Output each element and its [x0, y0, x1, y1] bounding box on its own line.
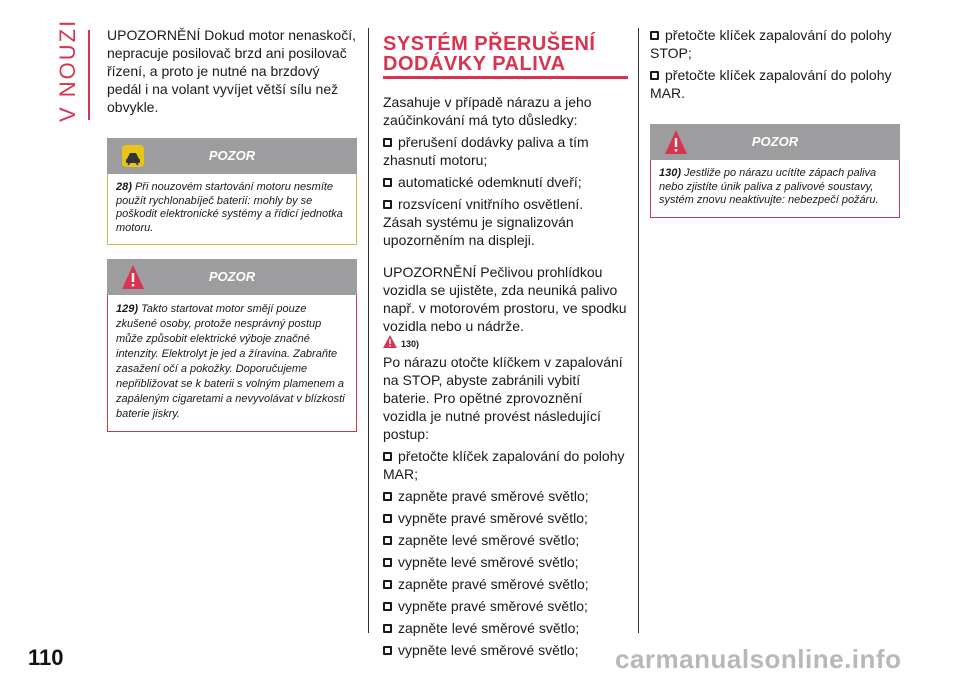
column-middle [383, 26, 628, 659]
bullet-icon [383, 602, 392, 611]
column-divider [638, 28, 639, 633]
warning-header [107, 259, 357, 295]
step-text: zapněte pravé směrové světlo; [398, 488, 589, 504]
bullet-icon [650, 71, 659, 80]
bullet-icon [383, 646, 392, 655]
list-item [383, 597, 628, 615]
step-text: vypněte levé směrové světlo; [398, 554, 579, 570]
step-text: vypněte pravé směrové světlo; [398, 598, 588, 614]
list-item: přetočte klíček zapalování do polohy STOP; [650, 27, 892, 61]
list-item: přerušení dodávky paliva a tím zhasnutí motoru; [383, 134, 589, 168]
list-item: rozsvícení vnitřního osvětlení. [383, 195, 628, 213]
list-item [383, 509, 628, 527]
bullet-icon [383, 580, 392, 589]
list-item [383, 641, 628, 659]
bullet-icon [383, 558, 392, 567]
bullet-icon [383, 492, 392, 501]
page-number: 110 [28, 645, 64, 670]
watermark: carmanualsonline.info [615, 644, 902, 674]
list-item: automatické odemknutí dveří; [383, 173, 628, 191]
warning-text: Jestliže po nárazu ucítíte zápach paliva nebo zjistíte únik paliva z palivové soustavy, systém znovu neaktivujte: nebezpečí požáru. [659, 167, 879, 206]
heading-line-1: SYSTÉM PŘERUŠENÍ [383, 33, 596, 55]
warning-title: POZOR [208, 148, 256, 163]
list-item [383, 531, 628, 549]
signal-text: Zásah systému je signalizován upozorněním na displeji. [383, 214, 574, 248]
heading-underline [383, 76, 628, 79]
warning-number: 129) [116, 303, 139, 315]
warning-title: POZOR [208, 269, 256, 284]
list-item [383, 487, 628, 505]
section-label: V NOUZI [55, 18, 80, 122]
warning-text: Při nouzovém startování motoru nesmíte použít rychlonabíječ baterií: mohly by se poškodit elektronické systémy a řídicí jednotka motoru. [116, 181, 343, 234]
heading-line-2: DODÁVKY PALIVA [383, 53, 566, 75]
bullet-icon [650, 31, 659, 40]
warning-body [107, 295, 357, 432]
step-text: vypněte levé směrové světlo; [398, 642, 579, 658]
step-text: zapněte levé směrové světlo; [398, 532, 580, 548]
bullet-icon [383, 178, 392, 187]
column-right [650, 26, 900, 218]
warning-number: 28) [116, 181, 132, 193]
warning-body [107, 174, 357, 245]
list-item [383, 575, 628, 593]
warning-number: 130) [659, 167, 682, 179]
list-item: přetočte klíček zapalování do polohy MAR. [650, 67, 892, 101]
list-item [383, 619, 628, 637]
step-text: zapněte levé směrové světlo; [398, 620, 580, 636]
step-text: vypněte pravé směrové světlo; [398, 510, 588, 526]
list-item [383, 553, 628, 571]
list-item [383, 447, 628, 483]
column-divider [368, 28, 369, 633]
warning-header [107, 138, 357, 174]
fuel-check-notice: UPOZORNĚNÍ Pečlivou prohlídkou vozidla se ujistěte, zda neuniká palivo např. v motorovém prostoru, ve spodku vozidla nebo u nádrže. [383, 264, 627, 334]
after-crash-text: Po nárazu otočte klíčkem v zapalování na STOP, abyste zabránili vybití baterie. Pro opětné zprovoznění vozidla je nutné provést následující postup: [383, 354, 623, 442]
column-left [107, 26, 357, 432]
warning-body [650, 160, 900, 218]
bullet-icon [383, 138, 392, 147]
bullet-icon [383, 624, 392, 633]
section-heading [383, 34, 628, 74]
engine-notice: UPOZORNĚNÍ Dokud motor nenaskočí, nepracuje posilovač brzd ani posilovač řízení, a proto je nutné na brzdový pedál i na volant vyvíjet větší sílu než obvykle. [107, 27, 356, 115]
section-rule [88, 30, 90, 120]
section-tab [55, 18, 81, 122]
step-text: zapněte pravé směrové světlo; [398, 576, 589, 592]
step-text: přetočte klíček zapalování do polohy MAR; [383, 448, 625, 482]
bullet-icon [383, 536, 392, 545]
bullet-icon [383, 200, 392, 209]
warning-title: POZOR [751, 134, 799, 149]
system-intro: Zasahuje v případě nárazu a jeho zaúčinkování má tyto důsledky: [383, 94, 592, 128]
warning-header [650, 124, 900, 160]
bullet-icon [383, 514, 392, 523]
danger-warning-icon [383, 335, 397, 349]
warning-text: Takto startovat motor smějí pouze zkušené osoby, protože nesprávný postup může způsobit elektrické výboje značné intenzity. Elektrolyt je jed a žíravina. Zabraňte zasažení očí a pokožky. Doporučujeme nepřibližovat se k baterii s volným plamenem a zapáleným cigaretami a nevyvolávat v blízkosti baterie jiskry. [116, 303, 345, 420]
footnote-ref: 130) [401, 339, 420, 349]
bullet-icon [383, 452, 392, 461]
